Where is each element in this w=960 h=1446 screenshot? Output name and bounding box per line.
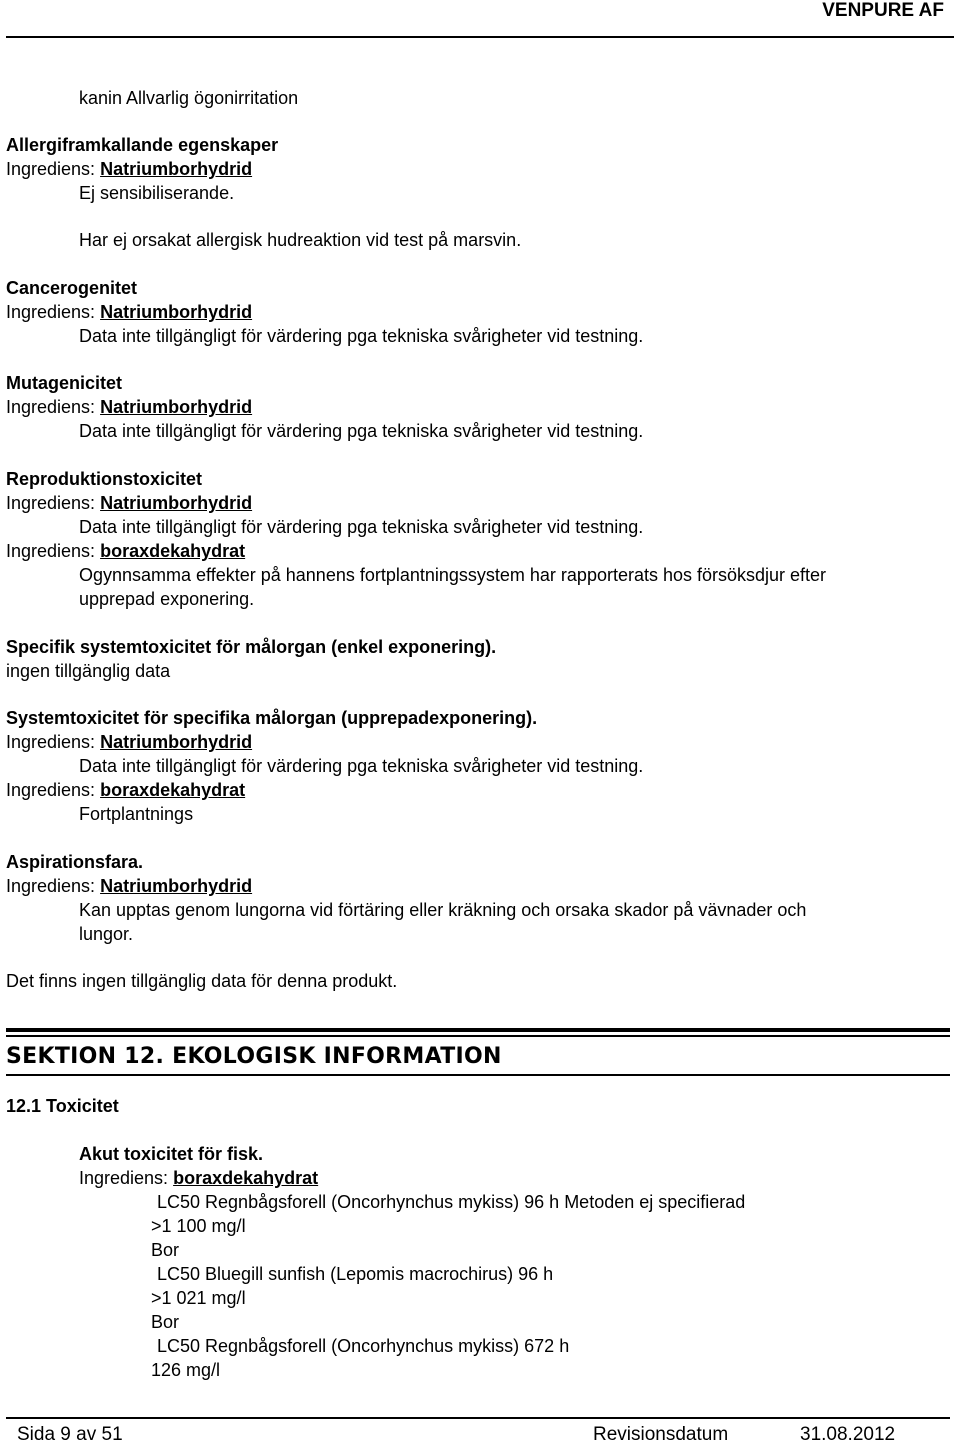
- company-name: VENPURE AF: [822, 0, 944, 21]
- ingredient-label: Ingrediens:: [6, 876, 96, 896]
- mutagenicity-ingredient: [6, 396, 252, 418]
- allergy-line-1: Ej sensibiliserande.: [79, 183, 235, 203]
- reproductive-ingredient-2: [6, 540, 245, 562]
- ingredient-label: Ingrediens:: [6, 541, 96, 561]
- reproductive-text-2a: Ogynnsamma effekter på hannens fortplantningssystem har rapporterats hos försöksdjur efter: [79, 565, 827, 585]
- footer-divider: [6, 1417, 950, 1419]
- fish-line-1: LC50 Regnbågsforell (Oncorhynchus mykiss) 96 h Metoden ej specifierad: [157, 1192, 746, 1212]
- ingredient-label: Ingrediens:: [6, 302, 96, 322]
- stot-repeated-text-2: Fortplantnings: [79, 804, 194, 824]
- toxicity-subheading: 12.1 Toxicitet: [6, 1096, 119, 1116]
- ingredient-label: Ingrediens:: [6, 493, 96, 513]
- fish-line-4: LC50 Bluegill sunfish (Lepomis macrochirus) 96 h: [157, 1264, 554, 1284]
- reproductive-text-1: Data inte tillgängligt för värdering pga tekniska svårigheter vid testning.: [79, 517, 644, 537]
- ingredient-label: Ingrediens:: [6, 397, 96, 417]
- fish-line-7: LC50 Regnbågsforell (Oncorhynchus mykiss) 672 h: [157, 1336, 570, 1356]
- revision-label: Revisionsdatum: [593, 1424, 729, 1445]
- page-number: Sida 9 av 51: [17, 1424, 123, 1445]
- stot-single-text: ingen tillgänglig data: [6, 661, 171, 681]
- carcinogenicity-ingredient: [6, 301, 252, 323]
- no-data-text: Det finns ingen tillgänglig data för denna produkt.: [6, 971, 398, 991]
- ingredient-name: Natriumborhydrid: [100, 397, 253, 417]
- stot-repeated-text-1: Data inte tillgängligt för värdering pga tekniska svårigheter vid testning.: [79, 756, 644, 776]
- section-divider-top-1: [6, 1028, 950, 1032]
- aspiration-ingredient: [6, 875, 252, 897]
- allergy-ingredient: [6, 158, 252, 180]
- stot-repeated-ingredient-1: [6, 731, 252, 753]
- ingredient-name: boraxdekahydrat: [100, 780, 246, 800]
- fish-line-2: >1 100 mg/l: [151, 1216, 246, 1236]
- ingredient-label: Ingrediens:: [6, 732, 96, 752]
- ingredient-name: boraxdekahydrat: [173, 1168, 319, 1188]
- mutagenicity-text: Data inte tillgängligt för värdering pga tekniska svårigheter vid testning.: [79, 421, 644, 441]
- reproductive-text-2b: upprepad exponering.: [79, 589, 255, 609]
- header-divider: [6, 36, 954, 38]
- ingredient-name: Natriumborhydrid: [100, 876, 253, 896]
- stot-repeated-heading: Systemtoxicitet för specifika målorgan (upprepadexponering).: [6, 708, 538, 728]
- ingredient-name: boraxdekahydrat: [100, 541, 246, 561]
- fish-line-8: 126 mg/l: [151, 1360, 221, 1380]
- ingredient-name: Natriumborhydrid: [100, 732, 253, 752]
- ingredient-name: Natriumborhydrid: [100, 302, 253, 322]
- stot-single-heading: Specifik systemtoxicitet för målorgan (enkel exponering).: [6, 637, 497, 657]
- ingredient-label: Ingrediens:: [6, 159, 96, 179]
- mutagenicity-heading: Mutagenicitet: [6, 373, 123, 393]
- fish-line-3: Bor: [151, 1240, 180, 1260]
- ingredient-name: Natriumborhydrid: [100, 493, 253, 513]
- fish-toxicity-heading: Akut toxicitet för fisk.: [79, 1144, 264, 1164]
- ingredient-name: Natriumborhydrid: [100, 159, 253, 179]
- aspiration-text-a: Kan upptas genom lungorna vid förtäring eller kräkning och orsaka skador på vävnader och: [79, 900, 807, 920]
- carcinogenicity-text: Data inte tillgängligt för värdering pga tekniska svårigheter vid testning.: [79, 326, 644, 346]
- ingredient-label: Ingrediens:: [79, 1168, 169, 1188]
- allergy-heading: Allergiframkallande egenskaper: [6, 135, 279, 155]
- allergy-line-2: Har ej orsakat allergisk hudreaktion vid test på marsvin.: [79, 230, 522, 250]
- fish-line-6: Bor: [151, 1312, 180, 1332]
- stot-repeated-ingredient-2: [6, 779, 245, 801]
- ingredient-label: Ingrediens:: [6, 780, 96, 800]
- reproductive-ingredient-1: [6, 492, 252, 514]
- fish-ingredient: [79, 1167, 318, 1189]
- carcinogenicity-heading: Cancerogenitet: [6, 278, 138, 298]
- section-divider-bottom: [6, 1074, 950, 1076]
- aspiration-heading: Aspirationsfara.: [6, 852, 144, 872]
- revision-date: 31.08.2012: [800, 1424, 896, 1445]
- section-12-title: SEKTION 12. EKOLOGISK INFORMATION: [6, 1044, 502, 1069]
- reproductive-toxicity-heading: Reproduktionstoxicitet: [6, 469, 203, 489]
- fish-line-5: >1 021 mg/l: [151, 1288, 246, 1308]
- eye-irritation-text: kanin Allvarlig ögonirritation: [79, 88, 299, 108]
- aspiration-text-b: lungor.: [79, 924, 134, 944]
- section-divider-top-2: [6, 1035, 950, 1037]
